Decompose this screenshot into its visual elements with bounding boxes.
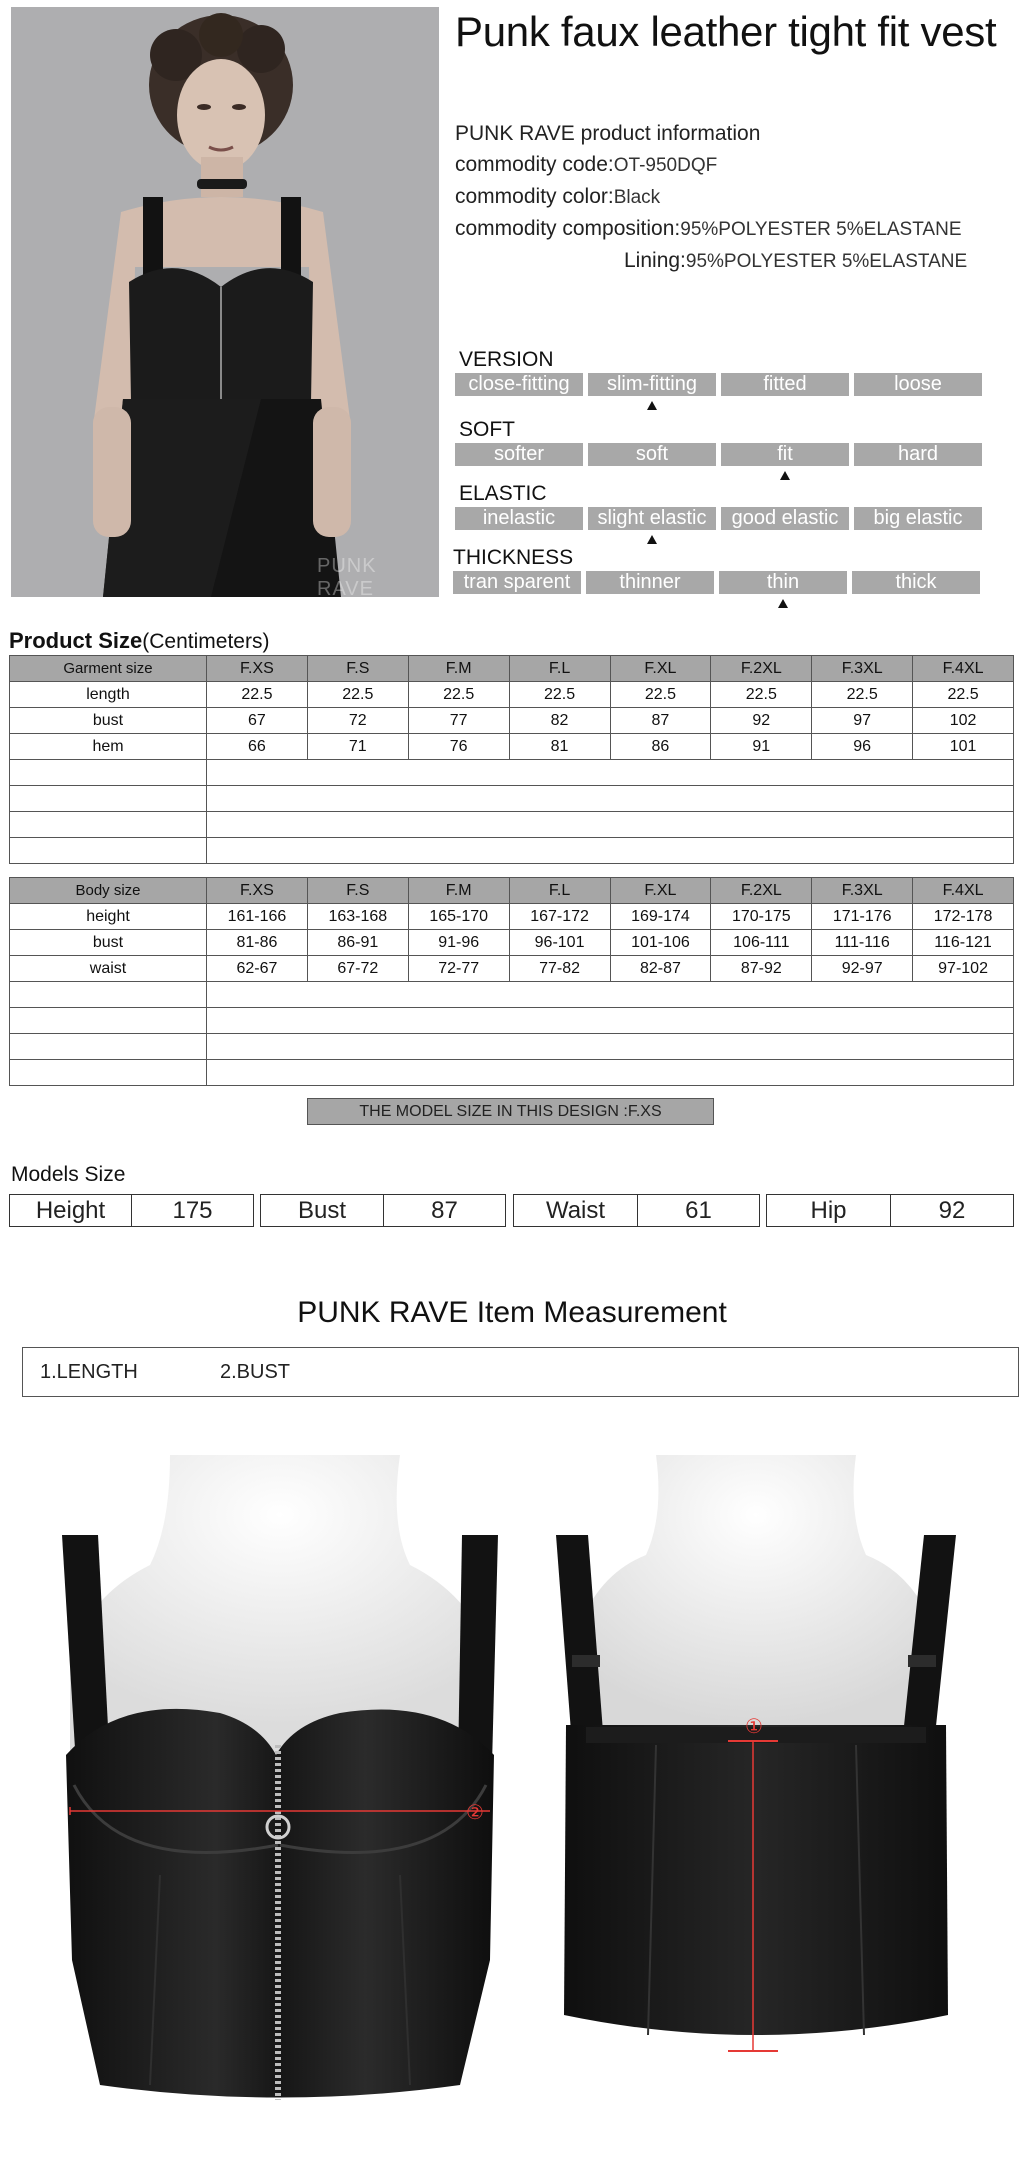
table-cell: 22.5 (610, 682, 711, 708)
table-cell: 71 (307, 734, 408, 760)
model-hip-label: Hip (767, 1195, 891, 1226)
scale-version (455, 373, 982, 396)
table-header-row (10, 656, 1014, 682)
table-cell: height (10, 904, 207, 930)
table-cell: 111-116 (812, 930, 913, 956)
table-cell: 87-92 (711, 956, 812, 982)
table-cell: 172-178 (913, 904, 1014, 930)
model-bust-label: Bust (261, 1195, 384, 1226)
table-cell: bust (10, 708, 207, 734)
table-cell: 72 (307, 708, 408, 734)
table-cell: 96 (812, 734, 913, 760)
table-cell: hem (10, 734, 207, 760)
selected-marker-icon (780, 471, 790, 480)
garment-size-table (9, 655, 1014, 864)
measurement-item-length: 1.LENGTH (40, 1361, 138, 1383)
product-size-unit: (Centimeters) (142, 630, 270, 653)
info-code (455, 149, 967, 181)
table-row-empty (10, 1060, 1014, 1086)
table-header-cell: F.XS (207, 656, 308, 682)
table-cell: 82-87 (610, 956, 711, 982)
composition-label: commodity composition: (455, 217, 681, 240)
product-info (455, 118, 967, 277)
garment-front-image (50, 1455, 510, 2155)
code-label: commodity code: (455, 153, 614, 176)
model-hip-value: 92 (938, 1197, 966, 1224)
product-title: Punk faux leather tight fit vest (455, 8, 997, 55)
table-header-cell: Garment size (10, 656, 207, 682)
table-row-empty (10, 838, 1014, 864)
scale-option: thinner (586, 571, 714, 594)
model-size-banner: THE MODEL SIZE IN THIS DESIGN :F.XS (307, 1098, 714, 1125)
model-height-value: 175 (172, 1197, 213, 1224)
models-size-title: Models Size (11, 1163, 126, 1186)
table-row-empty (10, 812, 1014, 838)
table-cell: 87 (610, 708, 711, 734)
table-header-cell: F.XS (207, 878, 308, 904)
scale-soft (455, 443, 982, 466)
table-row (10, 682, 1014, 708)
table-cell: 165-170 (408, 904, 509, 930)
table-cell: 22.5 (812, 682, 913, 708)
scale-option: loose (854, 373, 982, 396)
scale-option: inelastic (455, 507, 583, 530)
table-header-cell: F.XL (610, 878, 711, 904)
table-cell: 66 (207, 734, 308, 760)
model-waist-value: 61 (685, 1197, 712, 1224)
table-cell: 67-72 (307, 956, 408, 982)
info-lining (455, 245, 967, 277)
model-height-box (9, 1194, 254, 1227)
bust-marker-label: ② (466, 1802, 484, 1824)
scale-option-selected: fit (721, 443, 849, 466)
table-cell: 169-174 (610, 904, 711, 930)
table-cell: 76 (408, 734, 509, 760)
body-size-table (9, 877, 1014, 1086)
scale-version-title: VERSION (459, 348, 554, 371)
table-row-empty (10, 760, 1014, 786)
length-marker-label: ① (745, 1716, 763, 1738)
table-cell: 92 (711, 708, 812, 734)
table-cell: 22.5 (408, 682, 509, 708)
table-row (10, 708, 1014, 734)
table-header-cell: F.4XL (913, 656, 1014, 682)
model-waist-label: Waist (514, 1195, 638, 1226)
info-color (455, 181, 967, 213)
table-cell: 91-96 (408, 930, 509, 956)
table-cell: 22.5 (913, 682, 1014, 708)
table-cell: 96-101 (509, 930, 610, 956)
table-cell: 97-102 (913, 956, 1014, 982)
table-cell: 72-77 (408, 956, 509, 982)
table-header-cell: F.M (408, 656, 509, 682)
table-cell: 22.5 (509, 682, 610, 708)
table-row (10, 930, 1014, 956)
scale-option: tran sparent (453, 571, 581, 594)
scale-option: fitted (721, 373, 849, 396)
table-cell: 81-86 (207, 930, 308, 956)
table-header-cell: F.2XL (711, 878, 812, 904)
table-cell: 102 (913, 708, 1014, 734)
info-composition (455, 213, 967, 245)
scale-option: big elastic (854, 507, 982, 530)
table-row (10, 904, 1014, 930)
product-size-heading: Product Size(Centimeters) (9, 628, 270, 653)
table-cell: 92-97 (812, 956, 913, 982)
table-cell: 167-172 (509, 904, 610, 930)
table-header-cell: F.3XL (812, 656, 913, 682)
model-waist-box (513, 1194, 760, 1227)
measurement-title: PUNK RAVE Item Measurement (297, 1296, 727, 1329)
scale-option: good elastic (721, 507, 849, 530)
table-row (10, 956, 1014, 982)
scale-option: close-fitting (455, 373, 583, 396)
table-cell: 86 (610, 734, 711, 760)
measurement-item-bust: 2.BUST (220, 1361, 291, 1383)
table-cell: waist (10, 956, 207, 982)
table-header-cell: F.3XL (812, 878, 913, 904)
table-cell: 22.5 (307, 682, 408, 708)
table-cell: 101 (913, 734, 1014, 760)
code-value: OT-950DQF (613, 155, 718, 176)
table-row-empty (10, 982, 1014, 1008)
scale-option-selected: thin (719, 571, 847, 594)
scale-option-selected: slim-fitting (588, 373, 716, 396)
table-cell: 22.5 (711, 682, 812, 708)
table-header-cell: F.L (509, 656, 610, 682)
composition-value: 95%POLYESTER 5%ELASTANE (680, 219, 962, 240)
selected-marker-icon (647, 401, 657, 410)
model-bust-value: 87 (431, 1197, 458, 1224)
table-header-cell: F.L (509, 878, 610, 904)
table-cell: 106-111 (711, 930, 812, 956)
table-row-empty (10, 1008, 1014, 1034)
table-header-cell: F.S (307, 656, 408, 682)
table-row (10, 734, 1014, 760)
table-header-cell: F.XL (610, 656, 711, 682)
scale-soft-title: SOFT (459, 418, 515, 441)
table-row-empty (10, 1034, 1014, 1060)
table-header-cell: Body size (10, 878, 207, 904)
table-cell: 81 (509, 734, 610, 760)
table-header-row (10, 878, 1014, 904)
table-cell: 97 (812, 708, 913, 734)
table-cell: 171-176 (812, 904, 913, 930)
scale-thickness-title: THICKNESS (453, 546, 574, 569)
color-label: commodity color: (455, 185, 614, 208)
selected-marker-icon (778, 599, 788, 608)
scale-option: thick (852, 571, 980, 594)
model-height-label: Height (10, 1195, 132, 1226)
scale-thickness (453, 571, 980, 594)
table-cell: 77 (408, 708, 509, 734)
table-cell: 67 (207, 708, 308, 734)
scale-option: soft (588, 443, 716, 466)
table-cell: 77-82 (509, 956, 610, 982)
table-header-cell: F.2XL (711, 656, 812, 682)
color-value: Black (613, 187, 661, 208)
table-cell: 170-175 (711, 904, 812, 930)
table-cell: 163-168 (307, 904, 408, 930)
lining-label: Lining: (624, 249, 686, 272)
table-cell: 101-106 (610, 930, 711, 956)
table-row-empty (10, 786, 1014, 812)
table-cell: 161-166 (207, 904, 308, 930)
lining-value: 95%POLYESTER 5%ELASTANE (685, 251, 968, 272)
scale-elastic-title: ELASTIC (459, 482, 547, 505)
table-cell: bust (10, 930, 207, 956)
model-bust-box (260, 1194, 506, 1227)
table-cell: 116-121 (913, 930, 1014, 956)
scale-option: softer (455, 443, 583, 466)
scale-elastic (455, 507, 982, 530)
table-cell: length (10, 682, 207, 708)
table-header-cell: F.M (408, 878, 509, 904)
table-cell: 91 (711, 734, 812, 760)
scale-option: hard (854, 443, 982, 466)
table-cell: 82 (509, 708, 610, 734)
scale-option-selected: slight elastic (588, 507, 716, 530)
table-header-cell: F.4XL (913, 878, 1014, 904)
model-hip-box (766, 1194, 1014, 1227)
model-photo (11, 7, 439, 597)
table-header-cell: F.S (307, 878, 408, 904)
table-cell: 86-91 (307, 930, 408, 956)
selected-marker-icon (647, 535, 657, 544)
table-cell: 62-67 (207, 956, 308, 982)
garment-back-image (556, 1455, 956, 2155)
table-cell: 22.5 (207, 682, 308, 708)
measurement-legend (22, 1347, 1019, 1397)
photo-watermark: PUNK RAVE (317, 555, 377, 597)
info-heading: PUNK RAVE product information (455, 122, 761, 145)
